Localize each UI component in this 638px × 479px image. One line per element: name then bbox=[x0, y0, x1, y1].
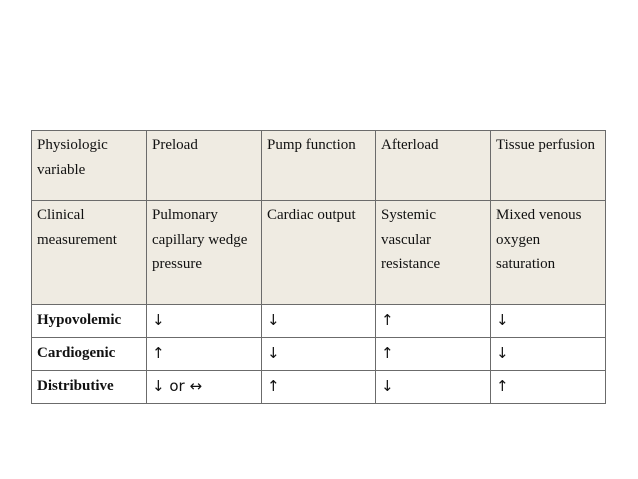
header-cell: Afterload bbox=[376, 131, 491, 201]
preload-cell: ↓ bbox=[147, 305, 262, 338]
pump-function-cell: ↓ bbox=[262, 305, 376, 338]
preload-cell: ↓ or ↔ bbox=[147, 371, 262, 404]
measurement-cell: Pulmonary capillary wedge pressure bbox=[147, 201, 262, 305]
pump-function-cell: ↓ bbox=[262, 338, 376, 371]
row-label: Distributive bbox=[32, 371, 147, 404]
row-label: Hypovolemic bbox=[32, 305, 147, 338]
table-row bbox=[32, 305, 606, 338]
tissue-perfusion-cell: ↓ bbox=[491, 338, 606, 371]
header-cell: Pump function bbox=[262, 131, 376, 201]
tissue-perfusion-cell: ↑ bbox=[491, 371, 606, 404]
measurement-cell: Clinical measurement bbox=[32, 201, 147, 305]
afterload-cell: ↑ bbox=[376, 338, 491, 371]
table-row bbox=[32, 338, 606, 371]
header-row bbox=[32, 131, 606, 201]
afterload-cell: ↓ bbox=[376, 371, 491, 404]
row-label: Cardiogenic bbox=[32, 338, 147, 371]
table-row bbox=[32, 371, 606, 404]
tissue-perfusion-cell: ↓ bbox=[491, 305, 606, 338]
pump-function-cell: ↑ bbox=[262, 371, 376, 404]
shock-table bbox=[31, 130, 606, 404]
afterload-cell: ↑ bbox=[376, 305, 491, 338]
measurement-row bbox=[32, 201, 606, 305]
measurement-cell: Cardiac output bbox=[262, 201, 376, 305]
header-cell: Physiologic variable bbox=[32, 131, 147, 201]
measurement-cell: Mixed venous oxygen saturation bbox=[491, 201, 606, 305]
header-cell: Tissue perfusion bbox=[491, 131, 606, 201]
measurement-cell: Systemic vascular resistance bbox=[376, 201, 491, 305]
preload-cell: ↑ bbox=[147, 338, 262, 371]
header-cell: Preload bbox=[147, 131, 262, 201]
